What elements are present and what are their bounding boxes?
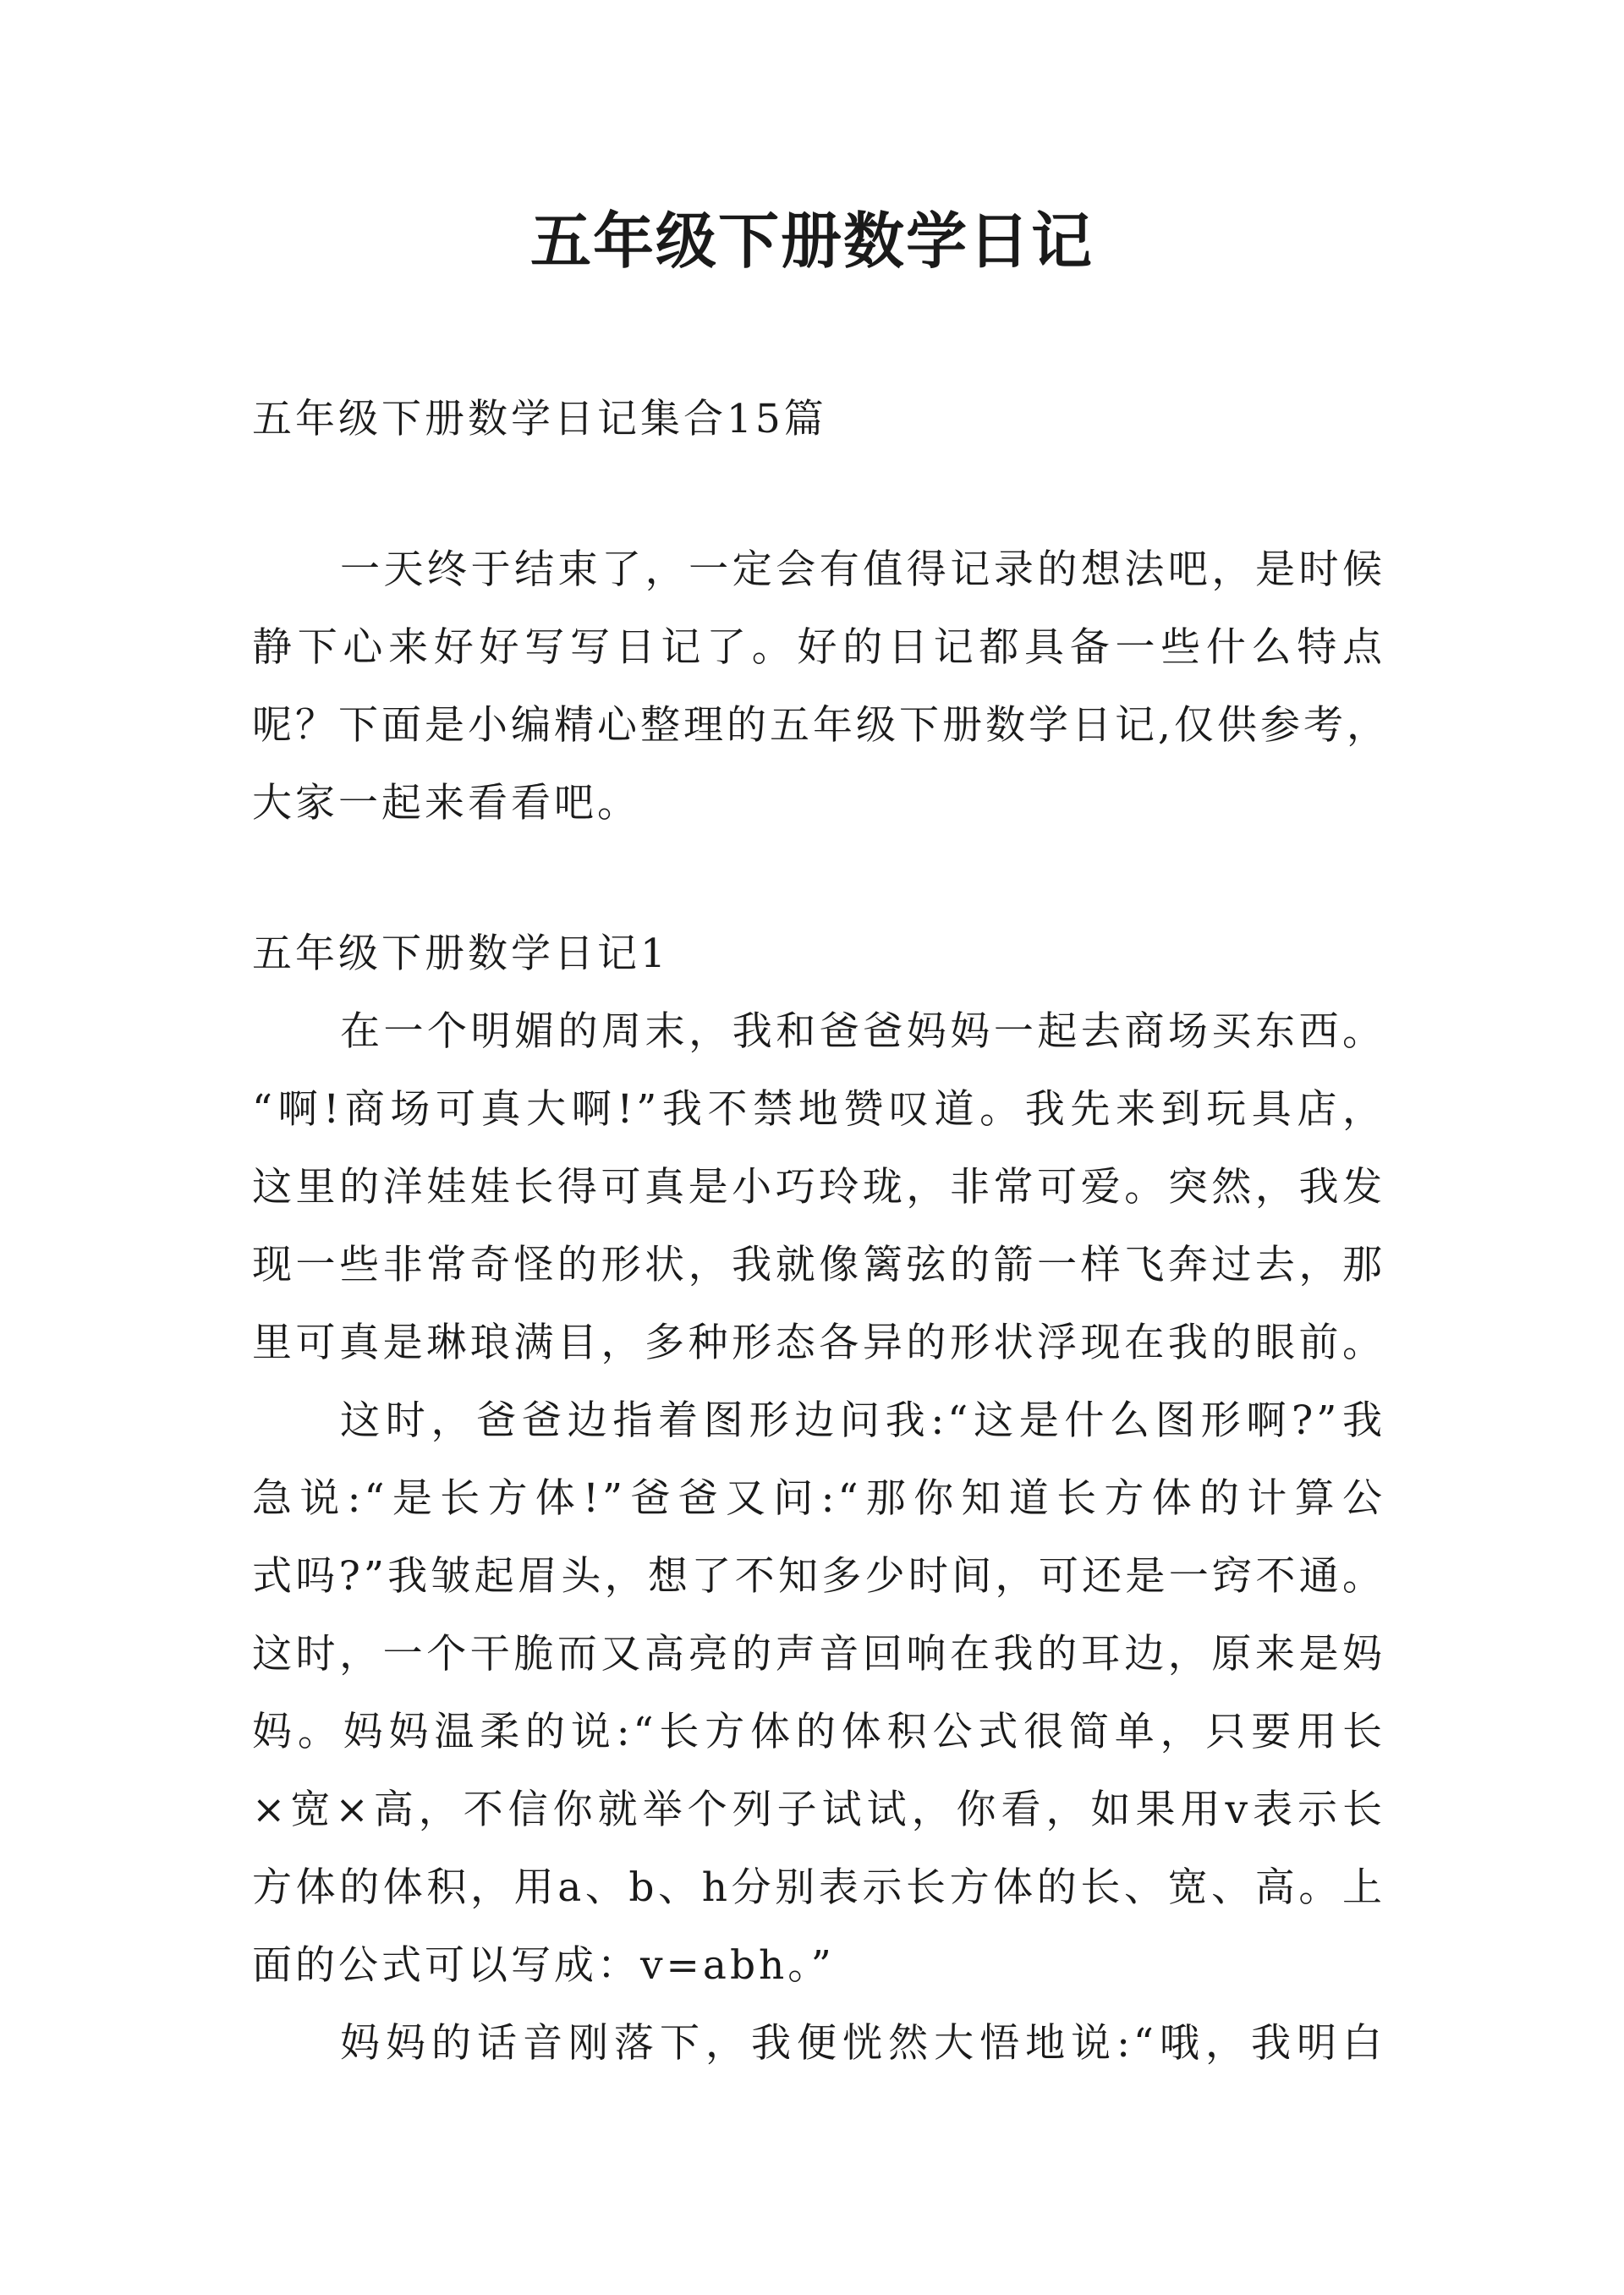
paragraph-line: 急说:“是长方体!”爸爸又问:“那你知道长方体的计算公 [252, 1475, 1385, 1522]
spacer [252, 843, 1385, 915]
paragraph-line: 呢？下面是小编精心整理的五年级下册数学日记,仅供参考， [252, 702, 1390, 749]
paragraph-line: 面的公式可以写成：v=abh。” [252, 1942, 835, 1989]
section-paragraph [252, 1382, 1385, 2005]
spacer [252, 458, 1385, 531]
intro-paragraph [252, 531, 1390, 843]
paragraph-line: 这里的洋娃娃长得可真是小巧玲珑，非常可爱。突然，我发 [252, 1164, 1385, 1211]
paragraph-line: 这时，一个干脆而又高亮的声音回响在我的耳边，原来是妈 [252, 1631, 1385, 1677]
document-subtitle: 五年级下册数学日记集合15篇 [252, 396, 827, 442]
paragraph-line: 里可真是琳琅满目，多种形态各异的形状浮现在我的眼前。 [252, 1320, 1385, 1366]
section-paragraph [252, 2005, 1385, 2083]
paragraph-line: 静下心来好好写写日记了。好的日记都具备一些什么特点 [252, 624, 1385, 671]
paragraph-line: 在一个明媚的周末，我和爸爸妈妈一起去商场买东西。 [340, 1008, 1385, 1055]
document-title: 五年级下册数学日记 [529, 206, 1094, 277]
section-paragraph [252, 993, 1385, 1382]
paragraph-line: 大家一起来看看吧。 [252, 780, 640, 826]
document-body [252, 381, 1390, 2083]
paragraph-line: 妈妈的话音刚落下，我便恍然大悟地说:“哦，我明白 [340, 2020, 1385, 2067]
paragraph-line: 式吗?”我皱起眉头，想了不知多少时间，可还是一窍不通。 [252, 1553, 1385, 1600]
paragraph-line: 一天终于结束了，一定会有值得记录的想法吧，是时候 [340, 546, 1385, 593]
paragraph-line: ×宽×高，不信你就举个列子试试，你看，如果用v表示长 [252, 1787, 1385, 1833]
paragraph-line: 方体的体积，用a、b、h分别表示长方体的长、宽、高。上 [252, 1864, 1385, 1911]
paragraph-line: 妈。妈妈温柔的说:“长方体的体积公式很简单，只要用长 [252, 1709, 1385, 1755]
section-heading: 五年级下册数学日记1 [252, 931, 669, 977]
paragraph-line: “啊!商场可真大啊!”我不禁地赞叹道。我先来到玩具店， [252, 1086, 1385, 1133]
paragraph-line: 现一些非常奇怪的形状，我就像篱弦的箭一样飞奔过去，那 [252, 1242, 1385, 1288]
paragraph-line: 这时，爸爸边指着图形边问我:“这是什么图形啊?”我 [340, 1397, 1385, 1444]
